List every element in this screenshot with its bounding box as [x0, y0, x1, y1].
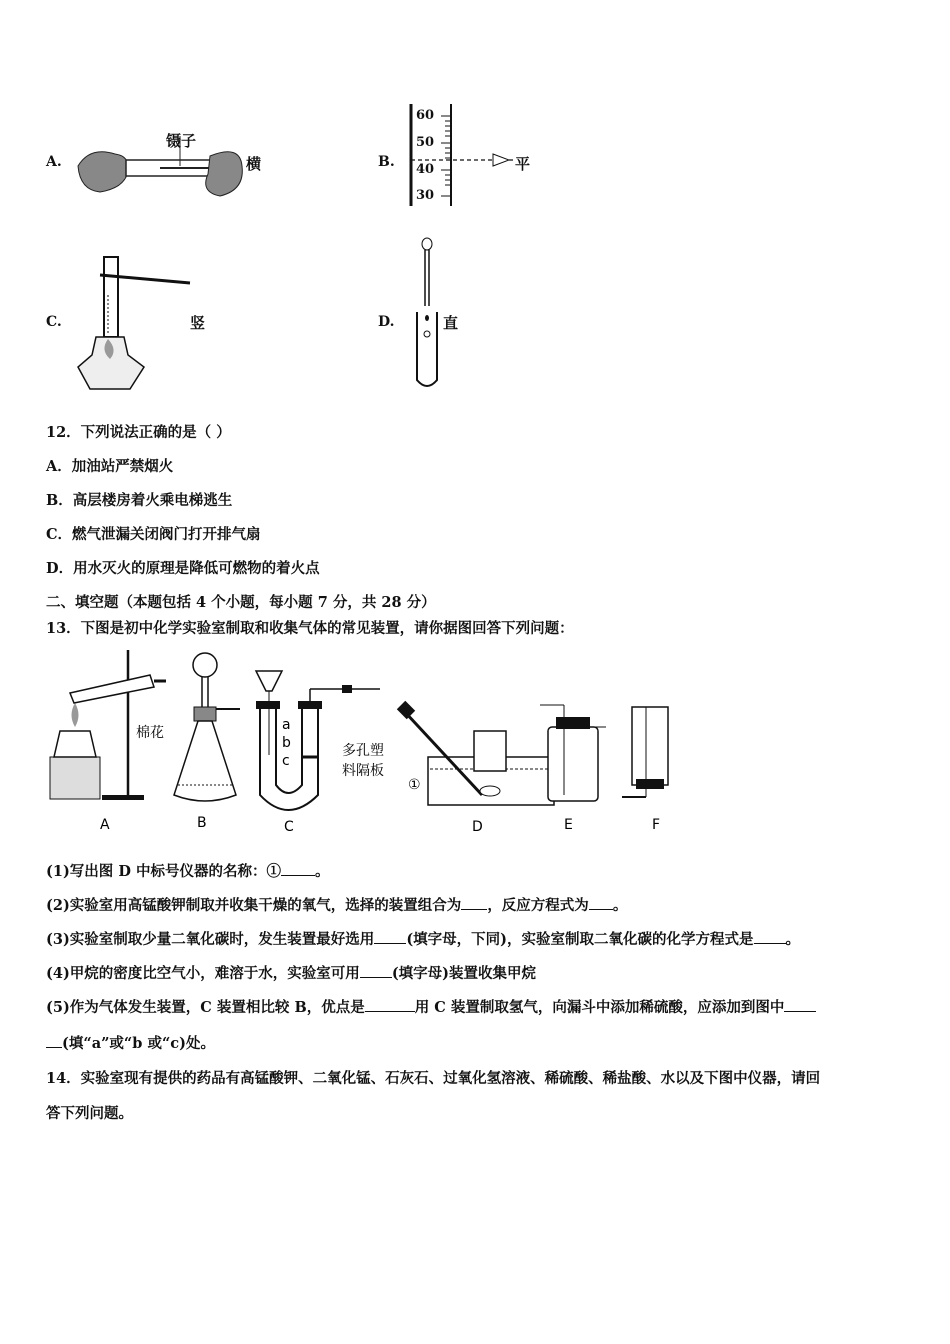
q13-part-4-text: (4)甲烷的密度比空气小，难溶于水，实验室可用 — [46, 965, 360, 982]
q13-part-4-end: (填字母)装置收集甲烷 — [391, 965, 537, 982]
q13-part-3-text: (3)实验室制取少量二氧化碳时，发生装置最好选用 — [46, 931, 375, 948]
blank-2a[interactable] — [461, 897, 487, 910]
option-c-side-label: 竖 — [190, 314, 206, 332]
q12-option-d: D．用水灭火的原理是降低可燃物的着火点 — [46, 560, 320, 577]
q14-line-2: 答下列问题。 — [46, 1105, 133, 1122]
q12-option-b: B．高层楼房着火乘电梯逃生 — [46, 492, 233, 509]
q13-part-3 — [46, 928, 800, 949]
mark-b: b — [282, 735, 291, 751]
q13-part-2-text: (2)实验室用高锰酸钾制取并收集干燥的氧气，选择的装置组合为 — [46, 897, 462, 914]
option-a-letter: A. — [46, 154, 62, 170]
circle-one-mark: ① — [408, 777, 421, 793]
blank-5b[interactable] — [784, 999, 816, 1012]
apparatus-b — [174, 653, 240, 801]
option-c-letter: C. — [46, 314, 62, 330]
q13-part-3-mid: (填字母，下同)，实验室制取二氧化碳的化学方程式是 — [406, 931, 754, 948]
mark-a: a — [282, 717, 291, 733]
q13-part-5 — [46, 996, 816, 1017]
tick-50: 50 — [416, 135, 435, 150]
blank-5b-cont[interactable] — [46, 1035, 62, 1048]
q13-stem: 13．下图是初中化学实验室制取和收集气体的常见装置，请你据图回答下列问题： — [46, 620, 574, 637]
tick-40: 40 — [416, 162, 435, 177]
q13-part-1-end: 。 — [314, 863, 330, 880]
option-c-figure — [70, 255, 200, 400]
q13-part-2 — [46, 894, 627, 915]
apparatus-f — [622, 707, 668, 797]
board-label-2: 料隔板 — [342, 763, 384, 779]
blank-2b[interactable] — [589, 897, 613, 910]
q13-part-1-text: (1)写出图 D 中标号仪器的名称：① — [46, 863, 281, 880]
q12-stem: 12．下列说法正确的是（ ） — [46, 424, 231, 441]
q13-part-5-cont — [46, 1032, 215, 1053]
label-a: A — [100, 817, 110, 833]
tick-60: 60 — [416, 108, 435, 123]
option-d-side-label: 直 — [443, 314, 459, 332]
label-f: F — [652, 817, 661, 833]
q13-part-5-mid: 用 C 装置制取氢气，向漏斗中添加稀硫酸，应添加到图中 — [414, 999, 785, 1016]
tick-30: 30 — [416, 188, 435, 203]
apparatus-e — [540, 705, 606, 801]
q13-part-1 — [46, 860, 329, 881]
q13-part-2-mid: ，反应方程式为 — [487, 897, 589, 914]
blank-4[interactable] — [360, 965, 392, 978]
q13-part-2-end: 。 — [612, 897, 628, 914]
label-e: E — [564, 817, 573, 833]
label-b: B — [197, 815, 207, 831]
blank-1[interactable] — [281, 863, 315, 876]
q13-part-4 — [46, 962, 536, 983]
q13-part-5-end: (填“a”或“b 或“c)处。 — [62, 1035, 215, 1052]
q13-part-3-end: 。 — [785, 931, 801, 948]
blank-5a[interactable] — [365, 999, 415, 1012]
apparatus-figure — [50, 645, 710, 845]
option-b-side-label: 平 — [515, 155, 531, 173]
option-a-side-label: 横 — [246, 155, 262, 173]
option-d-letter: D. — [378, 314, 395, 330]
apparatus-c — [256, 671, 380, 810]
label-d: D — [472, 819, 483, 835]
blank-3a[interactable] — [374, 931, 406, 944]
cotton-label: 棉花 — [136, 725, 164, 741]
option-b-letter: B. — [378, 154, 395, 170]
q12-option-c: C．燃气泄漏关闭阀门打开排气扇 — [46, 526, 261, 543]
board-label-1: 多孔塑 — [342, 743, 384, 759]
q14-line-1: 14．实验室现有提供的药品有高锰酸钾、二氧化锰、石灰石、过氧化氢溶液、稀硫酸、稀盐酸、水以及下图中仪器，请回 — [46, 1070, 821, 1087]
q12-option-a: A．加油站严禁烟火 — [46, 458, 174, 475]
section-heading: 二、填空题（本题包括 4 个小题，每小题 7 分，共 28 分） — [46, 594, 436, 611]
blank-3b[interactable] — [754, 931, 786, 944]
q13-part-5-text: (5)作为气体发生装置，C 装置相比较 B，优点是 — [46, 999, 365, 1016]
tweezers-label: 镊子 — [166, 132, 197, 150]
mark-c: c — [282, 753, 290, 769]
label-c: C — [284, 819, 294, 835]
